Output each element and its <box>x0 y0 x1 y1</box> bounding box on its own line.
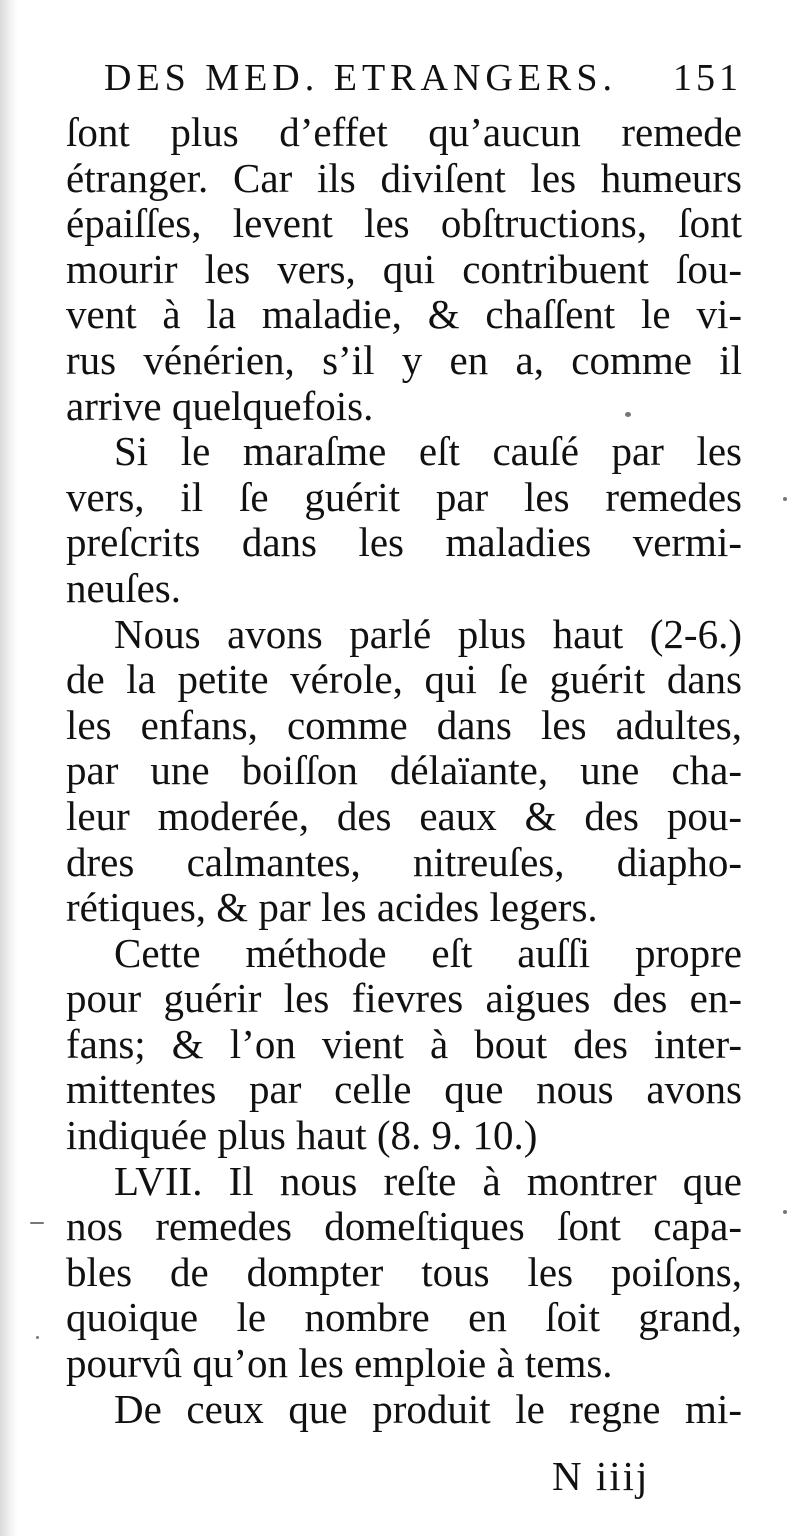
text-line: fans; & l’on vient à bout des inter- <box>66 1021 742 1067</box>
text-line: De ceux que produit le regne mi- <box>114 1386 742 1432</box>
page-header <box>104 48 744 108</box>
ink-speck <box>30 1222 44 1224</box>
text-line: dres calmantes, nitreuſes, diapho- <box>66 839 742 885</box>
text-line: Nous avons parlé plus haut (2-6.) <box>114 611 742 657</box>
body-text <box>66 110 742 1432</box>
text-line: de la petite vérole, qui ſe guérit dans <box>66 657 742 703</box>
text-line: pour guérir les fievres aigues des en- <box>66 976 742 1022</box>
text-line: Si le maraſme eſt cauſé par les <box>114 429 742 475</box>
ink-speck <box>783 1210 787 1214</box>
text-line: mourir les vers, qui contribuent ſou- <box>66 246 742 292</box>
text-line: rétiques, & par les acides legers. <box>66 885 598 931</box>
text-line: ſont plus d’effet qu’aucun remede <box>66 110 742 155</box>
text-line: Cette méthode eſt auſſi propre <box>114 930 742 976</box>
text-line: par une boiſſon délaïante, une cha- <box>66 748 742 794</box>
text-line: vent à la maladie, & chaſſent le vi- <box>66 292 742 338</box>
text-line: vers, il ſe guérit par les remedes <box>66 474 742 520</box>
text-line: nos remedes domeſtiques ſont capa- <box>66 1204 742 1250</box>
text-line: leur moderée, des eaux & des pou- <box>66 793 742 839</box>
ink-speck <box>783 497 787 501</box>
text-line: pourvû qu’on les emploie à tems. <box>66 1341 613 1387</box>
spine-shadow <box>0 0 18 1536</box>
text-line: épaiſſes, levent les obſtructions, ſont <box>66 201 742 247</box>
page-number: 151 <box>673 57 742 99</box>
text-line: les enfans, comme dans les adultes, <box>66 702 742 748</box>
ink-speck <box>625 412 631 417</box>
text-line: mittentes par celle que nous avons <box>66 1067 742 1113</box>
text-line: LVII. Il nous reſte à montrer que <box>114 1158 742 1204</box>
text-line: indiquée plus haut (8. 9. 10.) <box>66 1113 538 1159</box>
text-line: neuſes. <box>66 565 181 611</box>
text-line: étranger. Car ils diviſent les humeurs <box>66 155 742 201</box>
text-line: preſcrits dans les maladies vermi- <box>66 520 742 566</box>
text-line: quoique le nombre en ſoit grand, <box>66 1295 742 1341</box>
text-line: bles de dompter tous les poiſons, <box>66 1249 742 1295</box>
catchword: N iiij <box>552 1453 650 1499</box>
running-head: DES MED. ETRANGERS. <box>104 57 618 99</box>
ink-speck <box>36 1336 39 1339</box>
text-line: rus vénérien, s’il y en a, comme il <box>66 337 742 383</box>
text-line: arrive quelquefois. <box>66 383 374 429</box>
